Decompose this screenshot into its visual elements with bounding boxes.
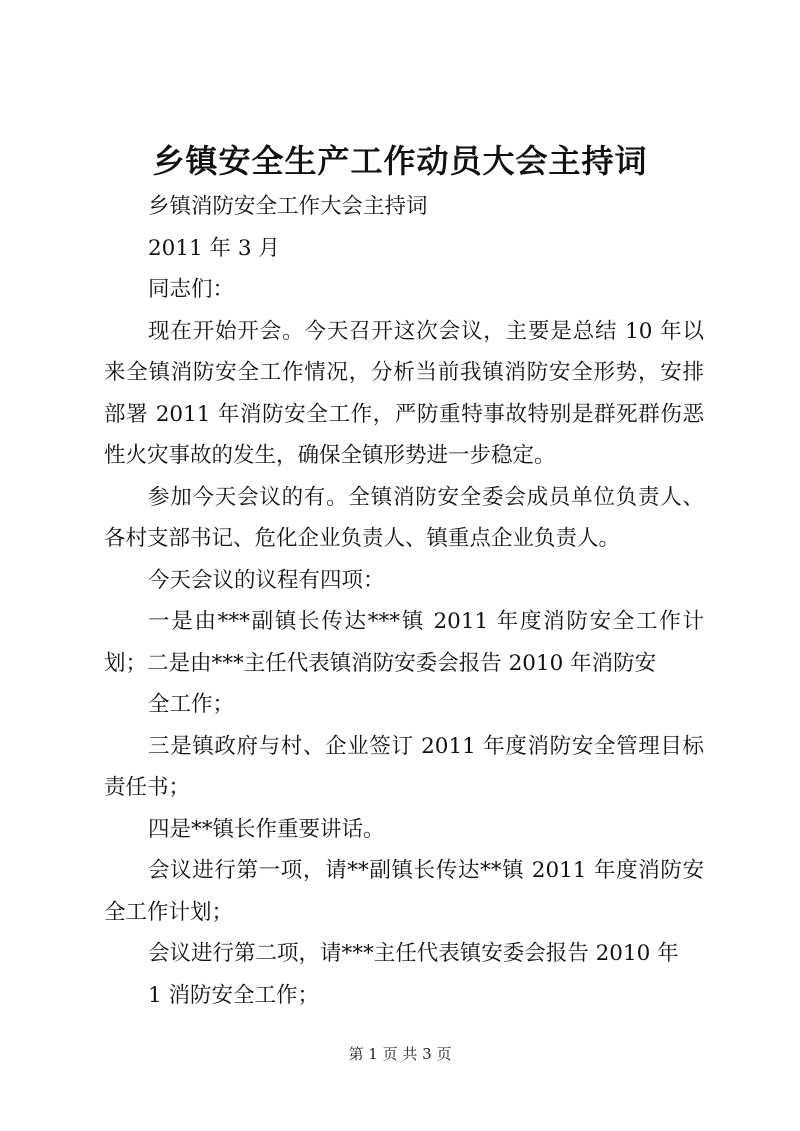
paragraph: 一是由***副镇长传达***镇 2011 年度消防安全工作计划；二是由***主任代表镇消防安委会报告 2010 年消防安 [104,609,704,676]
paragraph: 全工作； [148,692,235,717]
paragraph: 四是**镇长作重要讲话。 [148,816,385,842]
document-body [104,186,704,1016]
paragraph: 三是镇政府与村、企业签订 2011 年度消防安全管理目标责任书； [104,733,704,800]
document-title: 乡镇安全生产工作动员大会主持词 [152,142,648,180]
paragraph: 1 消防安全工作； [148,982,320,1008]
paragraph: 现在开始开会。今天召开这次会议，主要是总结 10 年以来全镇消防安全工作情况，分析当前我镇消防安全形势，安排部署 2011 年消防安全工作，严防重特事故特别是群死群伤恶性火灾事故的发生，确保全镇形势进一步稳定。 [104,318,704,468]
paragraph: 2011 年 3 月 [148,235,280,261]
paragraph: 会议进行第一项，请**副镇长传达**镇 2011 年度消防安全工作计划； [104,858,704,925]
paragraph: 参加今天会议的有。全镇消防安全委会成员单位负责人、各村支部书记、危化企业负责人、镇重点企业负责人。 [104,484,704,551]
paragraph: 同志们： [148,277,235,302]
paragraph: 会议进行第二项，请***主任代表镇安委会报告 2010 年 [148,941,679,966]
paragraph: 乡镇消防安全工作大会主持词 [148,194,428,219]
paragraph: 今天会议的议程有四项： [148,567,385,593]
page-number-footer: 第 1 页 共 3 页 [348,1045,452,1063]
